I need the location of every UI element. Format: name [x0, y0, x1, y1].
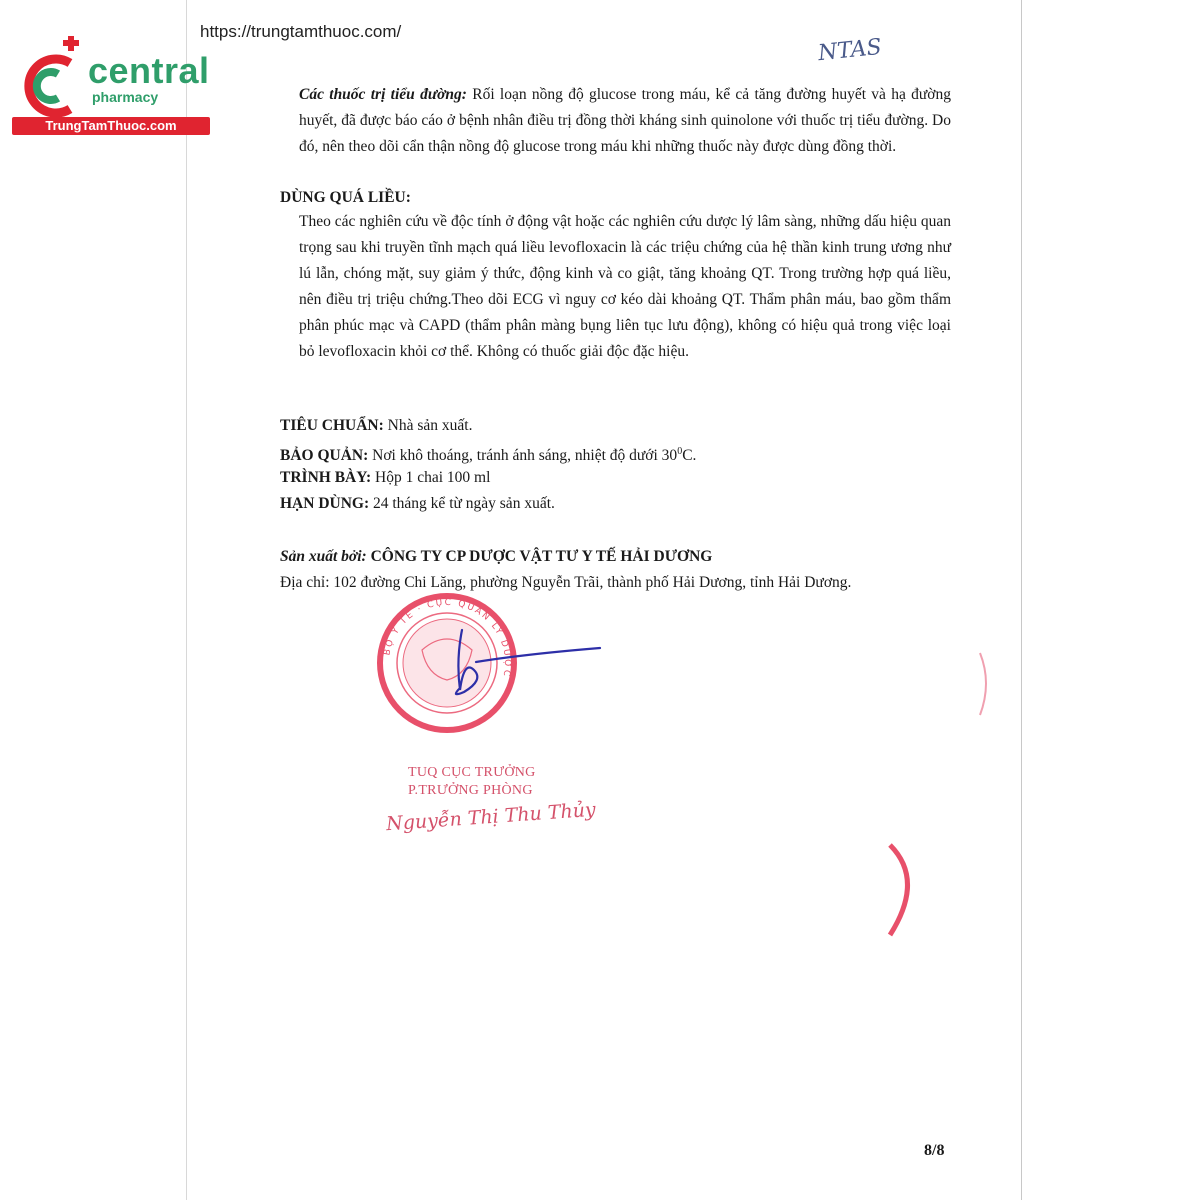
diabetes-heading: Các thuốc trị tiểu đường: [299, 86, 467, 103]
spec-presentation: TRÌNH BÀY: Hộp 1 chai 100 ml [280, 469, 491, 486]
logo-banner: TrungTamThuoc.com [12, 117, 210, 135]
signatory-title-1: TUQ CỤC TRƯỞNG [408, 765, 536, 780]
spec-standard: TIÊU CHUẨN: Nhà sản xuất. [280, 417, 473, 434]
diabetes-text: Rối loạn nồng độ glucose trong máu, kể cả tăng đường huyết và hạ đường huyết, đã được báo cáo ở bệnh nhân điều trị đồng thời kháng sinh quinolone với thuốc trị tiểu đường. Do đó, nên theo dõi cẩn thận nồng độ glucose trong máu khi những thuốc này được dùng đồng thời. [299, 86, 951, 155]
overdose-text: Theo các nghiên cứu về độc tính ở động vật hoặc các nghiên cứu dược lý lâm sàng, những dấu hiệu quan trọng sau khi truyền tĩnh mạch quá liều levofloxacin là các triệu chứng của hệ thần kinh trung ương như lú lẫn, chóng mặt, suy giảm ý thức, động kinh và co giật, tăng khoảng QT. Trong trường hợp quá liều, nên điều trị triệu chứng.Theo dõi ECG vì nguy cơ kéo dài khoảng QT. Thẩm phân máu, bao gồm thẩm phân phúc mạc và CAPD (thẩm phân màng bụng liên tục lưu động), không có hiệu quả trong việc loại bỏ levofloxacin khỏi cơ thể. Không có thuốc giải độc đặc hiệu. [299, 213, 951, 360]
diabetes-paragraph [299, 82, 951, 160]
page-number: 8/8 [924, 1142, 945, 1159]
spec-shelf-life: HẠN DÙNG: 24 tháng kể từ ngày sản xuất. [280, 495, 555, 512]
overdose-heading: DÙNG QUÁ LIỀU: [280, 189, 411, 206]
signatory-name: Nguyễn Thị Thu Thủy [385, 798, 597, 836]
official-stamp-icon [374, 590, 624, 750]
logo-sub: pharmacy [92, 89, 159, 105]
partial-stamp-mark-icon [975, 650, 995, 720]
manufacturer-label: Sản xuất bởi: [280, 548, 367, 565]
manufacturer-name: CÔNG TY CP DƯỢC VẬT TƯ Y TẾ HẢI DƯƠNG [370, 548, 713, 565]
partial-stamp-edge-icon [870, 840, 930, 940]
manufacturer-address: Địa chỉ: 102 đường Chi Lăng, phường Nguyễn Trãi, thành phố Hải Dương, tỉnh Hải Dương. [280, 574, 852, 591]
manufacturer-line [280, 544, 952, 570]
source-url[interactable]: https://trungtamthuoc.com/ [200, 22, 402, 41]
svg-text:BỘ Y TẾ · CỤC QUẢN LÝ DƯỢC: BỘ Y TẾ · CỤC QUẢN LÝ DƯỢC [382, 597, 513, 679]
logo-brand: central [88, 50, 210, 91]
signatory-title-2: P.TRƯỞNG PHÒNG [408, 783, 533, 798]
handwritten-initials: NTAS [816, 34, 883, 67]
spec-storage: BẢO QUẢN: Nơi khô thoáng, tránh ánh sáng, nhiệt độ dưới $30^0C$. [280, 446, 697, 465]
